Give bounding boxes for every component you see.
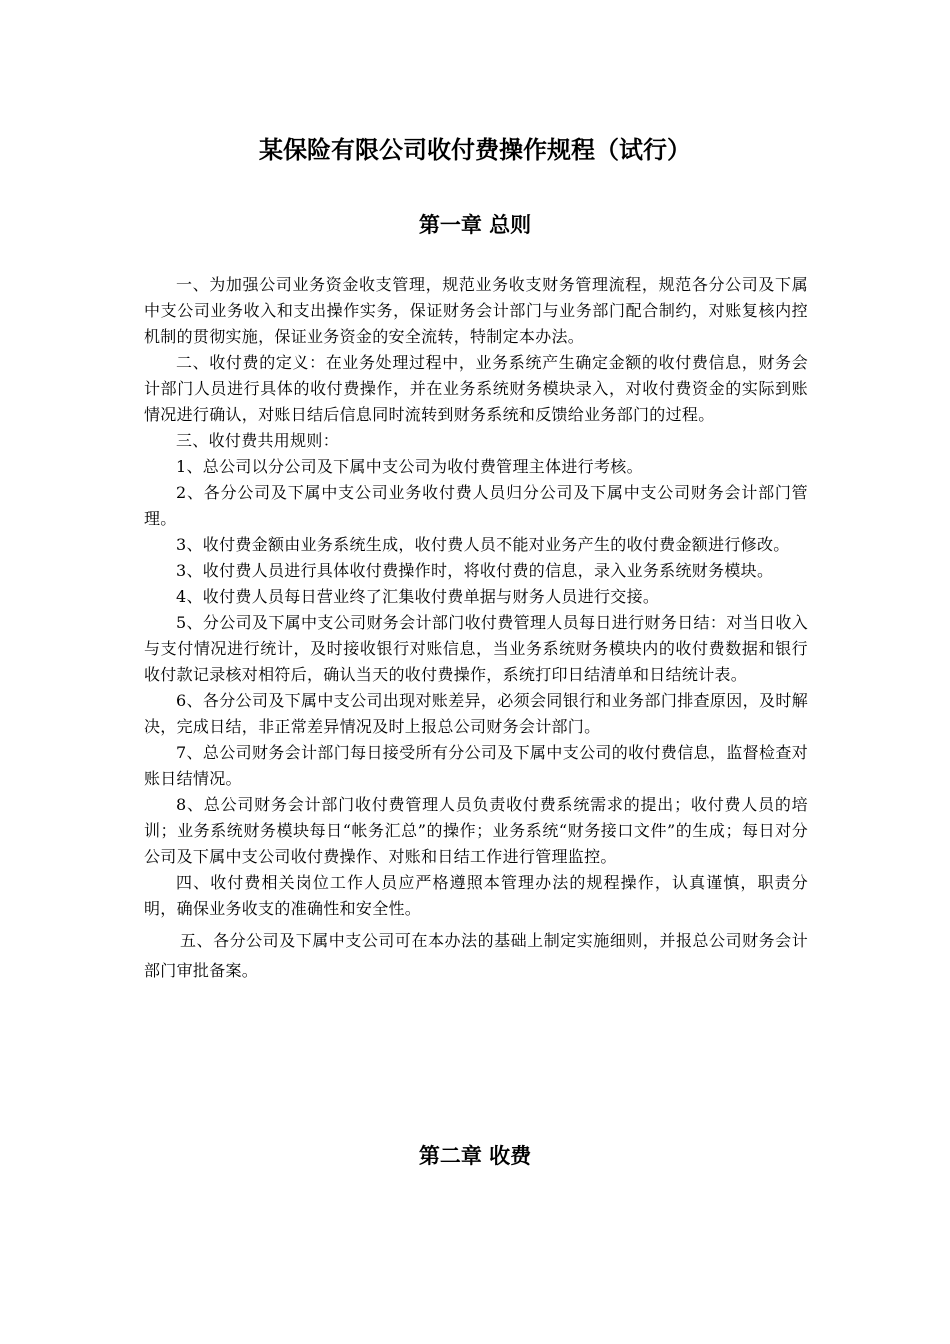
chapter-1-body: [144, 272, 808, 986]
paragraph-article-2: 二、收付费的定义：在业务处理过程中，业务系统产生确定金额的收付费信息，财务会计部门人员进行具体的收付费操作，并在业务系统财务模块录入，对收付费资金的实际到账情况进行确认，对账日结后信息同时流转到财务系统和反馈给业务部门的过程。: [144, 353, 808, 424]
paragraph-rule-8: 8、总公司财务会计部门收付费管理人员负责收付费系统需求的提出；收付费人员的培训；业务系统财务模块每日“帐务汇总”的操作；业务系统“财务接口文件”的生成；每日对分公司及下属中支公司收付费操作、对账和日结工作进行管理监控。: [144, 795, 808, 866]
paragraph-rule-4: 4、收付费人员每日营业终了汇集收付费单据与财务人员进行交接。: [176, 587, 660, 606]
paragraph-article-1: 一、为加强公司业务资金收支管理，规范业务收支财务管理流程，规范各分公司及下属中支公司业务收入和支出操作实务，保证财务会计部门与业务部门配合制约，对账复核内控机制的贯彻实施，保证业务资金的安全流转，特制定本办法。: [144, 275, 808, 346]
paragraph-rule-7: 7、总公司财务会计部门每日接受所有分公司及下属中支公司的收付费信息，监督检查对账日结情况。: [144, 743, 808, 788]
paragraph-rule-2: 2、各分公司及下属中支公司业务收付费人员归分公司及下属中支公司财务会计部门管理。: [144, 483, 808, 528]
paragraph-article-5: 五、各分公司及下属中支公司可在本办法的基础上制定实施细则，并报总公司财务会计部门审批备案。: [144, 931, 808, 980]
document-title: 某保险有限公司收付费操作规程（试行）: [259, 136, 691, 164]
paragraph-rule-3a: 3、收付费金额由业务系统生成，收付费人员不能对业务产生的收付费金额进行修改。: [176, 535, 790, 554]
paragraph-article-3: 三、收付费共用规则：: [176, 431, 340, 450]
chapter-2-heading: 第二章 收费: [418, 1144, 532, 1168]
paragraph-article-4: 四、收付费相关岗位工作人员应严格遵照本管理办法的规程操作，认真谨慎，职责分明，确保业务收支的准确性和安全性。: [144, 873, 808, 918]
paragraph-rule-1: 1、总公司以分公司及下属中支公司为收付费管理主体进行考核。: [176, 457, 643, 476]
paragraph-rule-6: 6、各分公司及下属中支公司出现对账差异，必须会同银行和业务部门排查原因，及时解决，完成日结，非正常差异情况及时上报总公司财务会计部门。: [144, 691, 808, 736]
paragraph-rule-3b: 3、收付费人员进行具体收付费操作时，将收付费的信息，录入业务系统财务模块。: [176, 561, 774, 580]
chapter-1-heading: 第一章 总则: [418, 213, 532, 237]
paragraph-rule-5: 5、分公司及下属中支公司财务会计部门收付费管理人员每日进行财务日结：对当日收入与支付情况进行统计，及时接收银行对账信息，当业务系统财务模块内的收付费数据和银行收付款记录核对相符后，确认当天的收付费操作，系统打印日结清单和日结统计表。: [144, 613, 808, 684]
